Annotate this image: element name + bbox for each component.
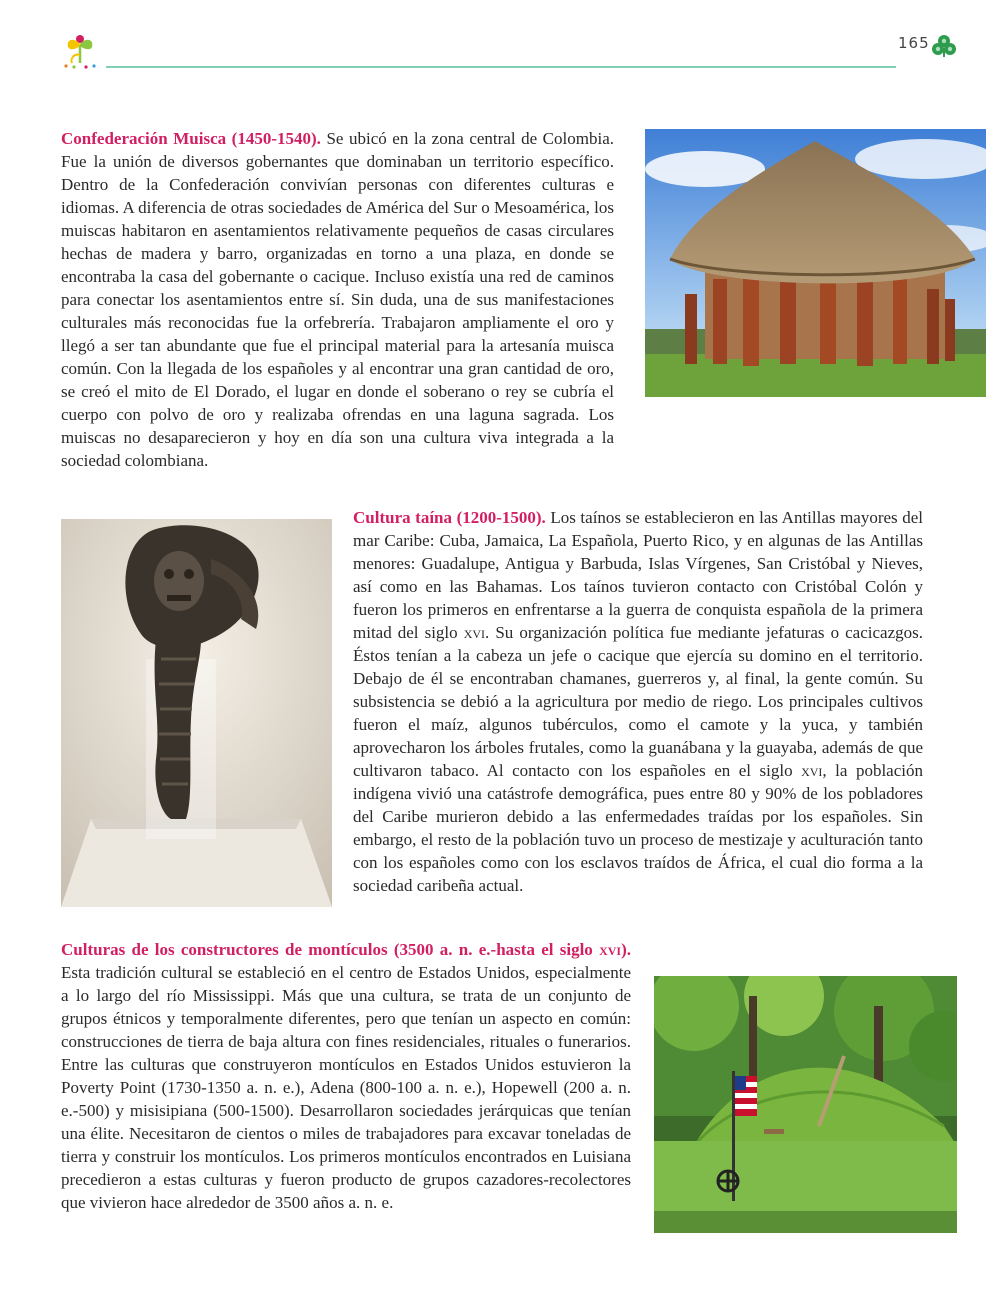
mound-heading-part1: Culturas de los constructores de montículos (3500 a. n. e.-hasta el siglo xyxy=(61,940,600,959)
taino-paragraph xyxy=(353,506,923,897)
taino-heading: Cultura taína (1200-1500). xyxy=(353,508,546,527)
mound-heading-century: xvi xyxy=(599,940,622,959)
taino-body-part3: , la población indígena vivió una catástrofe demográfica, pues entre 80 y 90% de los pobladores del Caribe murieron debido a las enfermedades traídas por los españoles. Sin embargo, el resto de la población tuvo un proceso de mestizaje y aculturación tanto con los españoles como con los esclavos traídos de África, el cual dio forma a la sociedad caribeña actual. xyxy=(353,761,923,895)
page-number: 165 xyxy=(898,34,930,52)
taino-century-1: xvi xyxy=(463,623,486,642)
flower-figure-icon xyxy=(60,33,100,71)
muisca-body: Se ubicó en la zona central de Colombia. Fue la unión de diversos gobernantes que dominaban un territorio específico. Dentro de la Confederación convivían personas con diferentes culturas e idiomas. A diferencia de otras sociedades de América del Sur o Mesoamérica, los muiscas habitaron en asentamientos relativamente pequeños de casas circulares hechas de madera y barro, organizadas en torno a una plaza, en donde se encontraba la casa del gobernante o cacique. Incluso existía una red de caminos para conectar los asentamientos entre sí. Sin duda, una de sus manifestaciones culturales más reconocidas fue la orfebrería. Trabajaron ampliamente el oro y llegó a ser tan abundante que fue el principal material para la artesanía muisca común. Con la llegada de los españoles y al encontrar una gran cantidad de oro, se creó el mito de El Dorado, el lugar en donde el soberano o rey se cubría el cuerpo con polvo de oro y realizaba ofrendas en una laguna sagrada. Los muiscas no desaparecieron y hoy en día son una cultura viva integrada a la sociedad colombiana. xyxy=(61,129,614,470)
clover-icon xyxy=(931,34,957,58)
muisca-paragraph xyxy=(61,127,614,472)
taino-body-part1: Los taínos se establecieron en las Antillas mayores del mar Caribe: Cuba, Jamaica, La Española, Puerto Rico, y en algunas de las Antillas menores: Guadalupe, Antigua y Barbuda, Islas Vírgenes, San Cristóbal y Nieves, así como en las Bahamas. Los taínos tuvieron contacto con Cristóbal Colón y fueron los primeros en enfrentarse a la guerra de conquista española de la primera mitad del siglo xyxy=(353,508,923,642)
taino-century-2: xvi xyxy=(801,761,823,780)
muisca-heading: Confederación Muisca (1450-1540). xyxy=(61,129,321,148)
mound-heading-part2: ). xyxy=(621,940,631,959)
mound-builders-heading xyxy=(61,940,631,959)
mound-builders-body: Esta tradición cultural se estableció en el centro de Estados Unidos, especialmente a lo largo del río Mississippi. Más que una cultura, se trata de un conjunto de grupos étnicos y temporalmente diferentes, pero que tenían un aspecto en común: construcciones de tierra de baja altura con fines residenciales, rituales o funerarios. Entre las culturas que construyeron montículos en Estados Unidos estuvieron la Poverty Point (1730-1350 a. n. e.), Adena (800-100 a. n. e.), Hopewell (200 a. n. e.-500) y misisipiana (500-1500). Desarrollaron sociedades jerárquicas que tenían una élite. Necesitaron de cientos o miles de trabajadores para excavar toneladas de tierra y construir los montículos. Los primeros montículos encontrados en Luisiana precedieron a estas culturas y fueron producto de grupos cazadores-recolectores que vivieron hace alrededor de 3500 años a. n. e. xyxy=(61,963,631,1212)
mound-photo xyxy=(654,976,957,1233)
mound-builders-paragraph xyxy=(61,938,631,1214)
taino-body-part2: . Su organización política fue mediante jefaturas o cacicazgos. Éstos tenían a la cabeza un jefe o cacique que ejercía su domino en el territorio. Debajo de él se encontraban chamanes, guerreros y, al final, la gente común. Su subsistencia se debió a la agricultura por medio de riego. Los principales cultivos fueron el maíz, algunos tubérculos, como el camote y la yuca, y también aprovecharon los árboles frutales, como la guanábana y la guayaba, además de que cultivaron tabaco. Al contacto con los españoles en el siglo xyxy=(353,623,923,780)
muisca-hut-photo xyxy=(645,129,986,397)
taino-sculpture-photo xyxy=(61,519,332,907)
header-rule xyxy=(106,66,896,68)
